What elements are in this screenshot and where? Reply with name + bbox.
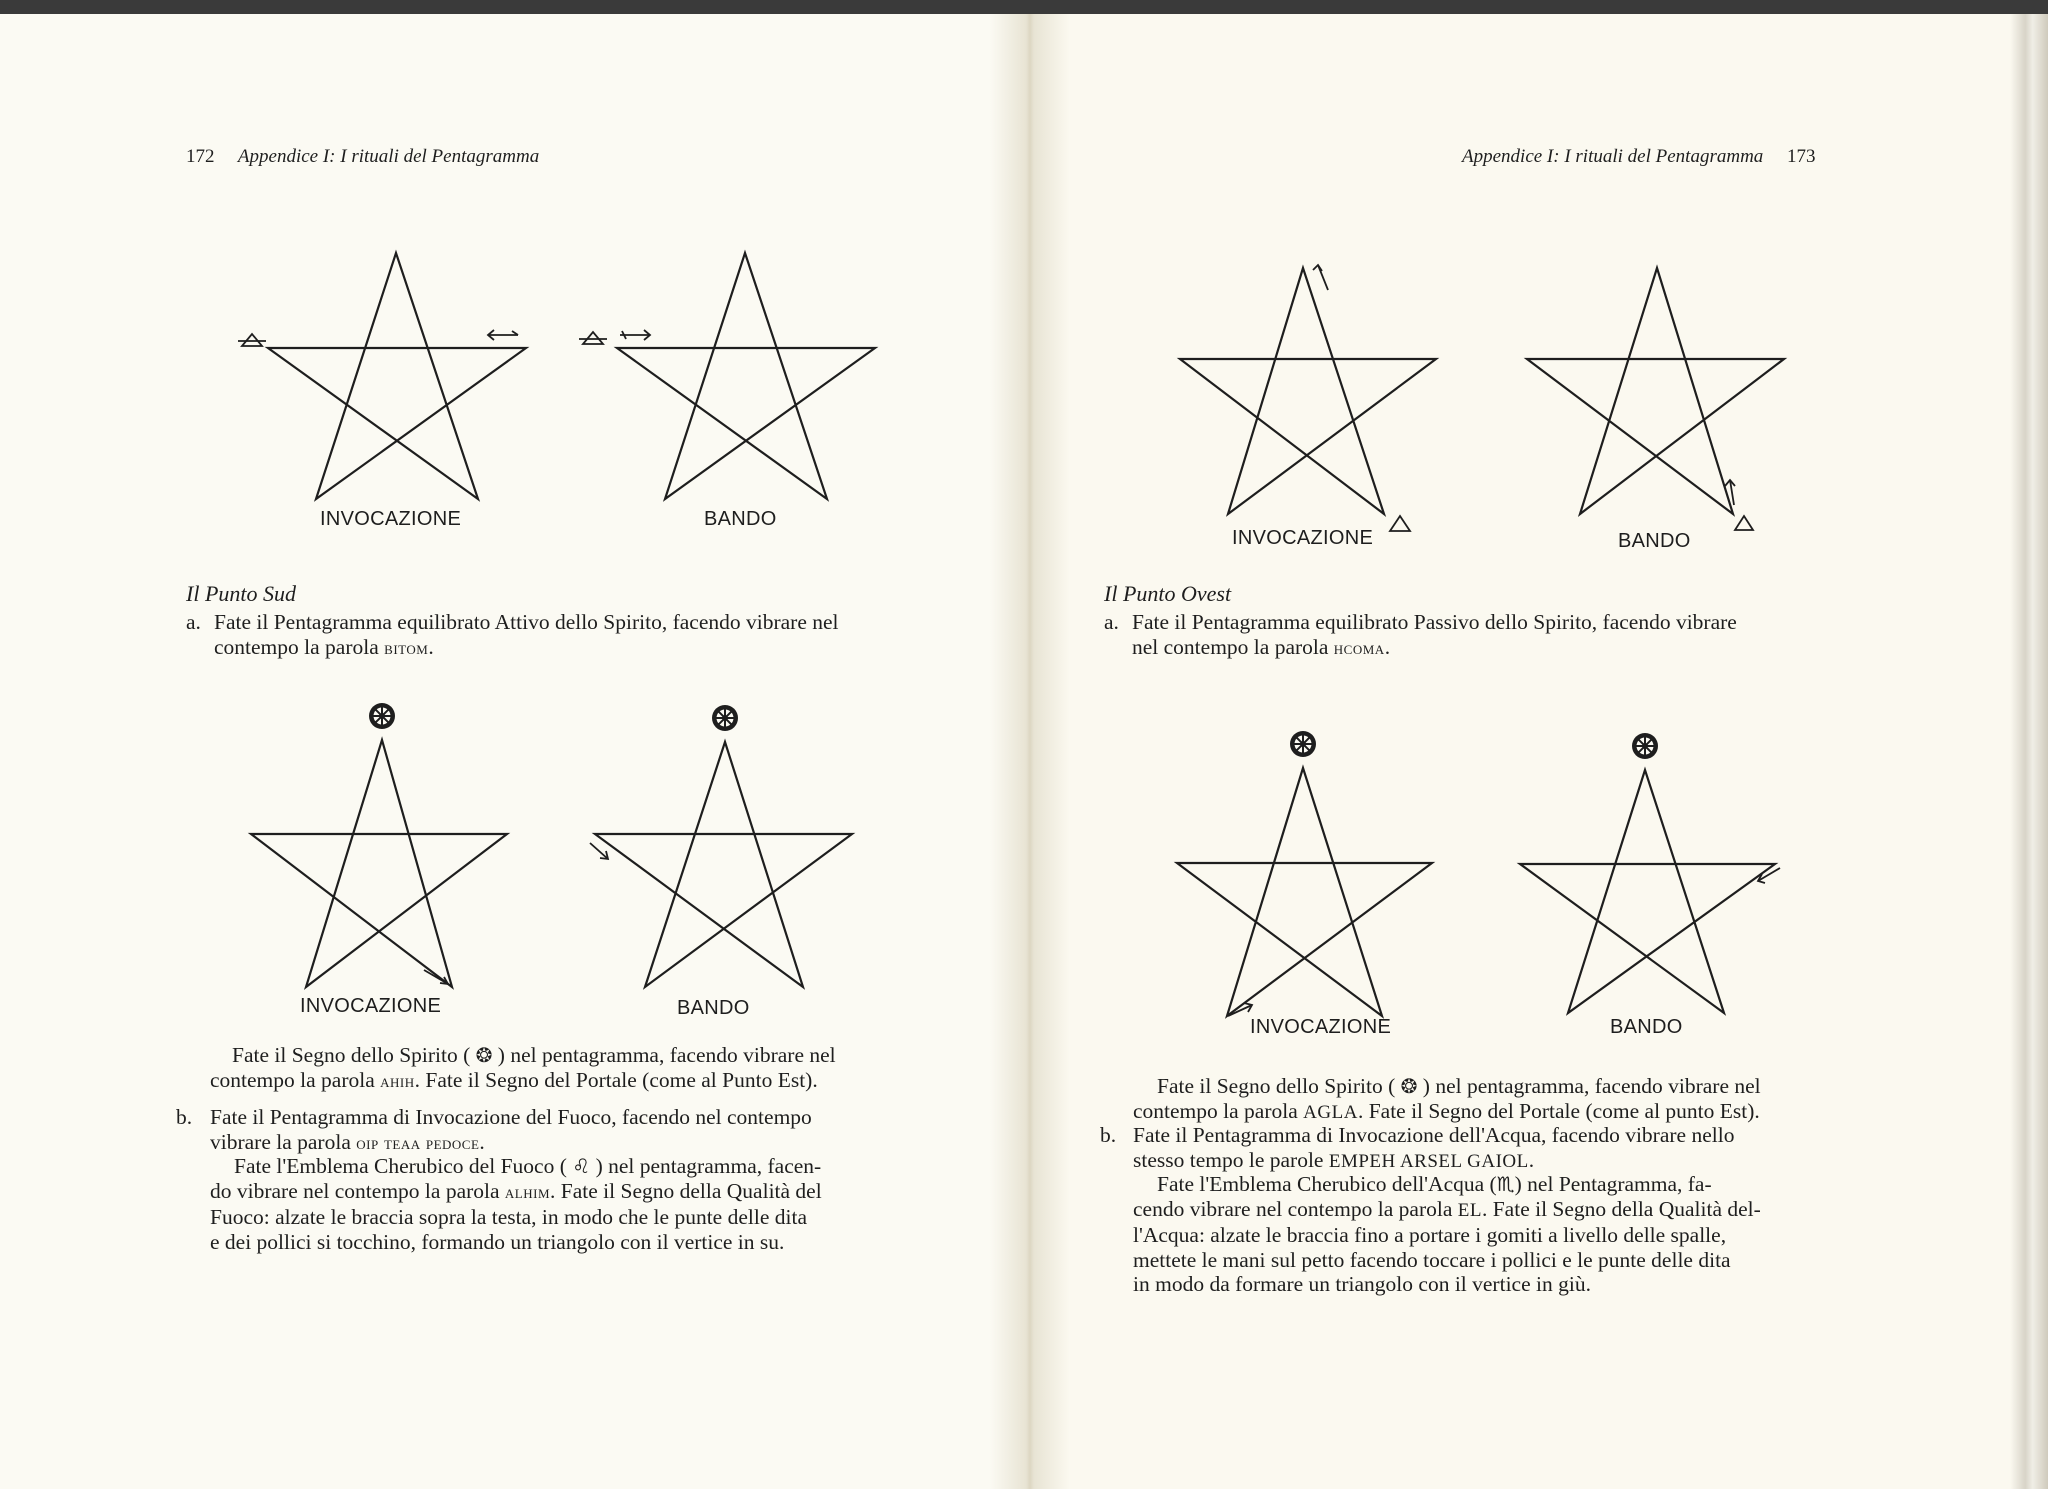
list-marker: b. xyxy=(1100,1123,1117,1147)
paragraph-b xyxy=(176,1105,812,1156)
magic-word: EMPEH ARSEL GAIOL xyxy=(1328,1150,1529,1172)
list-marker: b. xyxy=(176,1105,193,1129)
spirit-wheel-icon xyxy=(712,705,738,731)
figure-label-banishing: BANDO xyxy=(1618,530,1691,552)
pentagram-banishing xyxy=(595,742,852,987)
arrow-icon xyxy=(424,970,448,984)
magic-word: hcoma xyxy=(1333,637,1385,659)
text-fragment: contempo la parola xyxy=(1133,1098,1304,1123)
paragraph-emblem xyxy=(210,1154,822,1254)
magic-word: alhim xyxy=(504,1181,551,1203)
paragraph-a xyxy=(186,610,839,661)
text-fragment: Fate l'Emblema Cherubico dell'Acqua ( xyxy=(1157,1172,1497,1196)
spirit-wheel-icon: ❂ xyxy=(475,1043,493,1067)
text-fragment: do vibrare nel contempo la parola xyxy=(210,1178,505,1203)
text-fragment: . Fate il Segno della Qualità del xyxy=(550,1178,822,1203)
spirit-wheel-icon xyxy=(1632,733,1658,759)
list-marker: a. xyxy=(186,610,201,634)
text-fragment: . Fate il Segno della Qualità del- xyxy=(1481,1196,1761,1221)
text-line: Fate il Pentagramma di Invocazione del Fuoco, facendo nel contempo xyxy=(210,1105,812,1129)
text-line: mettete le mani sul petto facendo toccare i pollici e le punte delle dita xyxy=(1133,1247,1731,1272)
text-fragment: Fate il Segno dello Spirito ( xyxy=(1157,1074,1401,1098)
arrow-icon xyxy=(590,843,608,859)
text-fragment: ) nel pentagramma, facen- xyxy=(590,1154,822,1178)
arrow-icon xyxy=(1758,868,1780,883)
magic-word: oip teaa pedoce xyxy=(356,1132,480,1154)
text-line: Fuoco: alzate le braccia sopra la testa, in modo che le punte delle dita xyxy=(210,1205,807,1229)
paragraph-b xyxy=(1100,1123,1734,1174)
arrow-icon xyxy=(620,330,650,340)
pentagram-banishing xyxy=(1520,770,1775,1013)
pentagram-banishing xyxy=(1527,268,1784,514)
text-fragment: Fate l'Emblema Cherubico del Fuoco ( xyxy=(234,1154,573,1178)
text-line: l'Acqua: alzate le braccia fino a portare i gomiti a livello delle spalle, xyxy=(1133,1223,1727,1247)
figure-label-invocation: INVOCAZIONE xyxy=(1250,1016,1392,1038)
figure-label-invocation: INVOCAZIONE xyxy=(300,995,442,1017)
text-fragment: ) nel Pentagramma, fa- xyxy=(1514,1172,1712,1196)
page-number: 172 xyxy=(186,146,215,167)
leo-sign-icon: ♌ xyxy=(572,1154,591,1178)
text-line: in modo da formare un triangolo con il vertice in giù. xyxy=(1133,1272,1591,1296)
text-fragment: . Fate il Segno del Portale (come al punto Est). xyxy=(1357,1098,1760,1123)
air-triangle-icon xyxy=(238,334,266,346)
section-title: Il Punto Ovest xyxy=(1104,581,1232,606)
scorpio-sign-icon: ♏ xyxy=(1496,1172,1515,1196)
figure-label-banishing: BANDO xyxy=(1610,1016,1683,1038)
running-head-title: Appendice I: I rituali del Pentagramma xyxy=(1462,146,1764,167)
text-fragment: stesso tempo le parole xyxy=(1133,1147,1329,1172)
magic-word: EL xyxy=(1457,1199,1482,1221)
arrow-icon xyxy=(488,330,518,340)
pentagram-banishing xyxy=(617,253,875,499)
figure-label-banishing: BANDO xyxy=(704,508,777,530)
section-title: Il Punto Sud xyxy=(186,581,296,606)
magic-word: ahih xyxy=(380,1070,415,1092)
pentagram-invocation xyxy=(1177,768,1432,1016)
pentagram-invocation xyxy=(251,740,507,987)
text-fragment: . xyxy=(1528,1147,1535,1172)
text-fragment: contempo la parola xyxy=(214,634,385,659)
magic-word: bitom xyxy=(384,637,429,659)
text-line: Fate il Pentagramma equilibrato Passivo dello Spirito, facendo vibrare xyxy=(1132,610,1737,634)
figure-label-invocation: INVOCAZIONE xyxy=(320,508,462,530)
running-head-title: Appendice I: I rituali del Pentagramma xyxy=(237,146,540,167)
page-number: 173 xyxy=(1787,146,1816,167)
text-fragment: cendo vibrare nel contempo la parola xyxy=(1133,1196,1458,1221)
spirit-wheel-icon: ❂ xyxy=(1400,1074,1418,1098)
text-fragment: nel contempo la parola xyxy=(1132,634,1334,659)
text-fragment: . xyxy=(1384,634,1391,659)
figure-label-invocation: INVOCAZIONE xyxy=(1232,527,1374,549)
pentagram-invocation xyxy=(268,253,526,499)
pentagram-invocation xyxy=(1180,268,1436,514)
text-fragment: ) nel pentagramma, facendo vibrare nel xyxy=(492,1043,836,1067)
text-line: Fate il Pentagramma equilibrato Attivo dello Spirito, facendo vibrare nel xyxy=(214,610,839,634)
paragraph-spirit-sign xyxy=(1133,1074,1761,1125)
text-fragment: ) nel pentagramma, facendo vibrare nel xyxy=(1417,1074,1761,1098)
text-fragment: . xyxy=(479,1129,485,1154)
air-triangle-icon xyxy=(579,332,607,344)
text-fragment: Fate il Segno dello Spirito ( xyxy=(232,1043,476,1067)
figure-label-banishing: BANDO xyxy=(677,997,750,1019)
paragraph-emblem xyxy=(1133,1172,1761,1297)
magic-word: AGLA xyxy=(1303,1101,1358,1123)
spirit-wheel-icon xyxy=(369,703,395,729)
text-fragment: vibrare la parola xyxy=(210,1129,357,1154)
spirit-wheel-icon xyxy=(1290,731,1316,757)
paragraph-a xyxy=(1104,610,1737,661)
text-fragment: contempo la parola xyxy=(210,1067,381,1092)
paragraph-spirit-sign xyxy=(186,1043,836,1094)
text-line: Fate il Pentagramma di Invocazione dell'Acqua, facendo vibrare nello xyxy=(1133,1123,1735,1147)
water-triangle-icon xyxy=(1735,516,1753,530)
text-fragment: . xyxy=(428,634,434,659)
text-line: e dei pollici si tocchino, formando un triangolo con il vertice in su. xyxy=(210,1229,785,1254)
list-marker: a. xyxy=(1104,610,1119,634)
arrow-icon xyxy=(1313,265,1328,290)
water-triangle-icon xyxy=(1390,516,1410,531)
text-fragment: . Fate il Segno del Portale (come al Punto Est). xyxy=(414,1067,818,1092)
